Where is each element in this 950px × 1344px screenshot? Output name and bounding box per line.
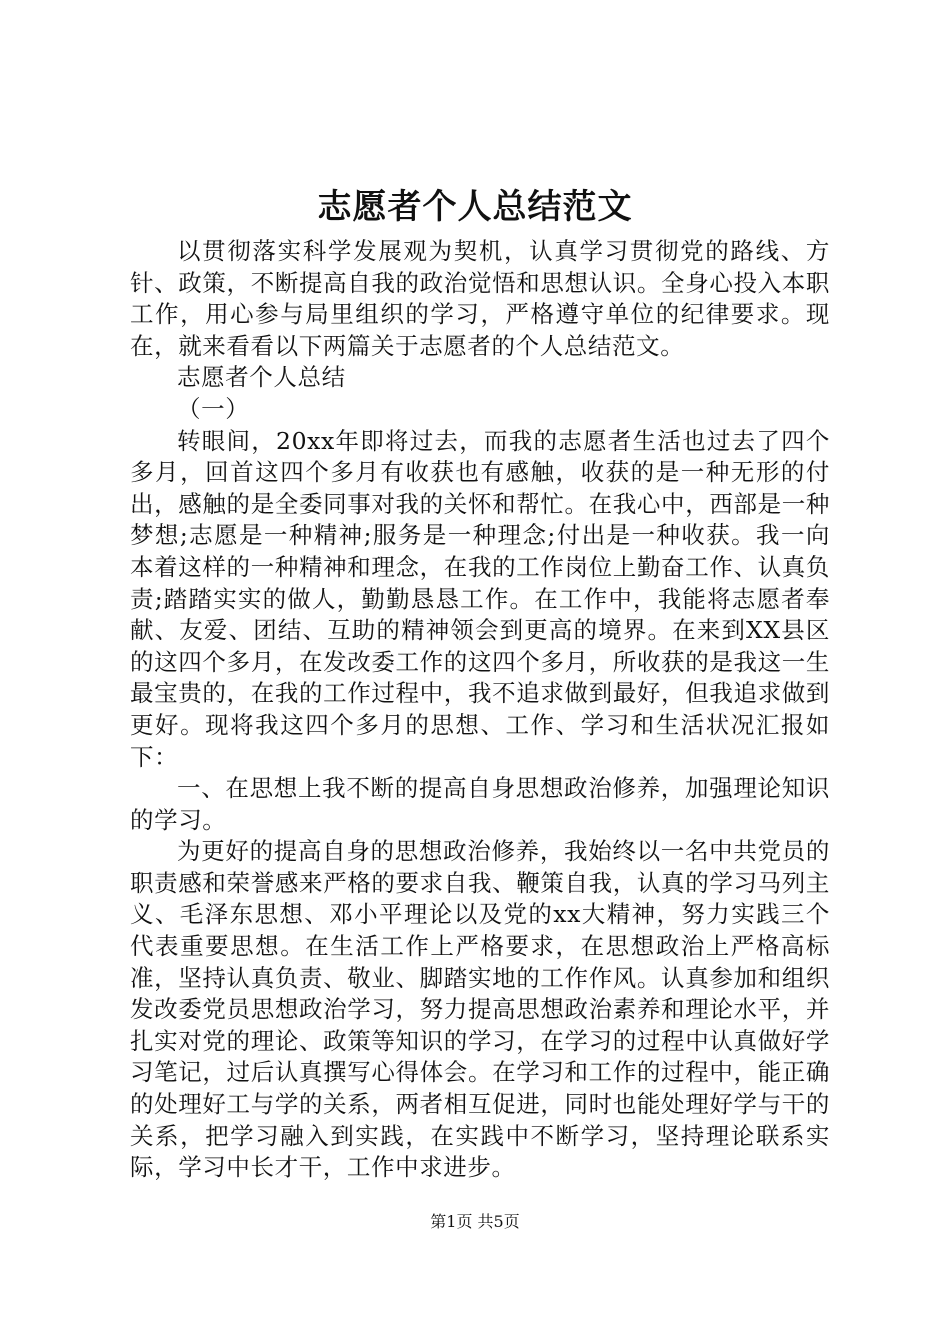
body-paragraph: 转眼间，20xx年即将过去，而我的志愿者生活也过去了四个多月，回首这四个多月有收获也有感触，收获的是一种无形的付出，感触的是全委同事对我的关怀和帮忙。在我心中，西部是一种梦想;志愿是一种精神;服务是一种理念;付出是一种收获。我一向本着这样的一种精神和理念，在我的工作岗位上勤奋工作、认真负责;踏踏实实的做人，勤勤恳恳工作。在工作中，我能将志愿者奉献、友爱、团结、互助的精神领会到更高的境界。在来到XX县区的这四个多月，在发改委工作的这四个多月，所收获的是我这一生最宝贵的，在我的工作过程中，我不追求做到最好，但我追求做到更好。现将我这四个多月的思想、工作、学习和生活状况汇报如下：	[130, 426, 830, 771]
body-paragraph: 为更好的提高自身的思想政治修养，我始终以一名中共党员的职责感和荣誉感来严格的要求自我、鞭策自我，认真的学习马列主义、毛泽东思想、邓小平理论以及党的xx大精神，努力实践三个代表重要思想。在生活工作上严格要求，在思想政治上严格高标准，坚持认真负责、敬业、脚踏实地的工作作风。认真参加和组织发改委党员思想政治学习，努力提高思想政治素养和理论水平，并扎实对党的理论、政策等知识的学习，在学习的过程中认真做好学习笔记，过后认真撰写心得体会。在学习和工作的过程中，能正确的处理好工与学的关系，两者相互促进，同时也能处理好学与干的关系，把学习融入到实践，在实践中不断学习，坚持理论联系实际，学习中长才干，工作中求进步。	[130, 837, 830, 1182]
section-heading: 志愿者个人总结	[177, 363, 346, 392]
document-title: 志愿者个人总结范文	[317, 187, 633, 227]
subsection-heading: 一、在思想上我不断的提高自身思想政治修养，加强理论知识的学习。	[130, 774, 830, 834]
intro-paragraph: 以贯彻落实科学发展观为契机，认真学习贯彻党的路线、方针、政策，不断提高自我的政治觉悟和思想认识。全身心投入本职工作，用心参与局里组织的学习，严格遵守单位的纪律要求。现在，就来看看以下两篇关于志愿者的个人总结范文。	[130, 237, 830, 360]
document-body	[130, 236, 830, 1184]
page-footer: 第1页 共5页	[430, 1212, 520, 1231]
section-number: （一）	[177, 394, 250, 423]
